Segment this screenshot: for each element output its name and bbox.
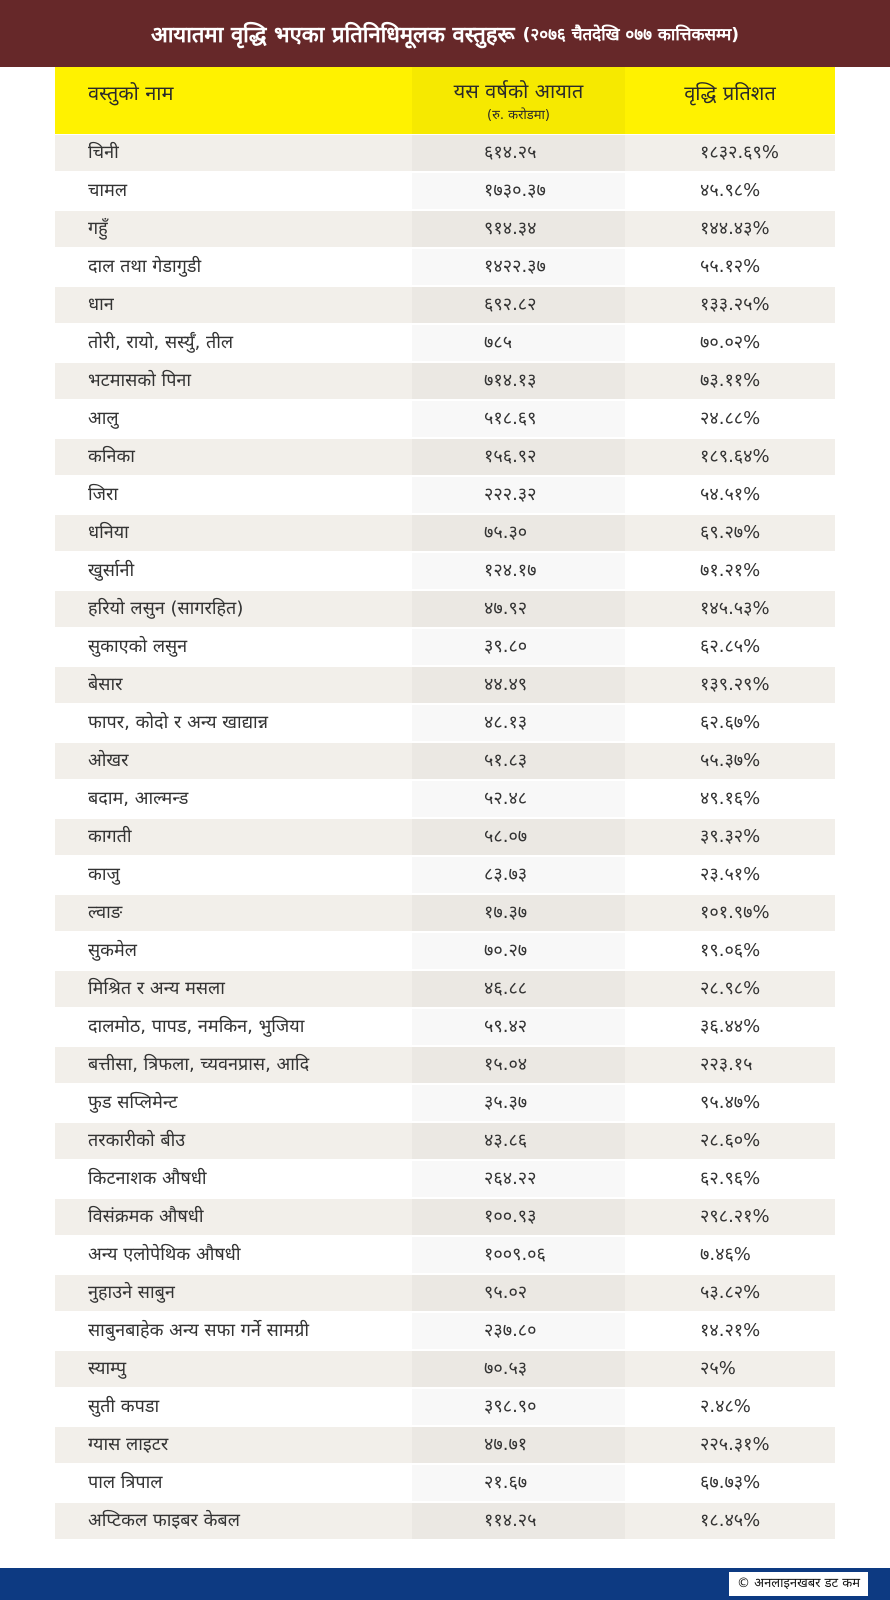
row-growth-value: १३९.२९% [700,674,770,695]
table-row [55,667,835,703]
table-row [55,1199,835,1235]
row-item-name: फुड सप्लिमेन्ट [88,1092,178,1113]
table-row [55,971,835,1007]
table-row [55,1503,835,1539]
row-growth-value: १०१.९७% [700,902,770,923]
table-row [55,249,835,285]
row-item-name: सुकाएको लसुन [88,636,188,657]
row-import-value: ४६.८८ [484,978,528,999]
row-import-value: ४८.१३ [484,712,528,733]
row-growth-value: ४९.१६% [700,788,761,809]
column-header-import-unit: (रु. करोडमा) [487,108,550,123]
table-row [55,705,835,741]
row-growth-value: २५% [700,1358,736,1379]
table-row [55,1275,835,1311]
row-growth-value: ९५.४७% [700,1092,761,1113]
row-import-value: ८३.७३ [484,864,528,885]
table-row [55,287,835,323]
row-import-value: १७३०.३७ [484,180,546,201]
import-table [55,67,835,1541]
column-header-import [412,77,625,123]
row-growth-value: ६९.२७% [700,522,761,543]
row-import-value: ४३.८६ [484,1130,528,1151]
row-item-name: सुकमेल [88,940,137,961]
row-import-value: २२२.३२ [484,484,537,505]
row-item-name: अप्टिकल फाइबर केबल [88,1510,240,1531]
row-import-value: २६४.२२ [484,1168,537,1189]
table-row [55,743,835,779]
row-item-name: फापर, कोदो र अन्य खाद्यान्न [88,712,268,733]
row-growth-value: १४.२१% [700,1320,761,1341]
row-item-name: बत्तीसा, त्रिफला, च्यवनप्रास, आदि [88,1054,310,1075]
row-growth-value: ५५.१२% [700,256,761,277]
row-growth-value: २८.९८% [700,978,761,999]
row-growth-value: १८९.६४% [700,446,770,467]
row-growth-value: २४.८८% [700,408,761,429]
row-growth-value: १९.०६% [700,940,761,961]
row-growth-value: ७३.११% [700,370,761,391]
row-item-name: मिश्रित र अन्य मसला [88,978,225,999]
table-row [55,1389,835,1425]
row-item-name: आलु [88,408,119,429]
row-growth-value: ६२.६७% [700,712,761,733]
table-row [55,553,835,589]
table-row [55,781,835,817]
column-header-growth: वृद्धि प्रतिशत [684,81,776,105]
row-item-name: चिनी [88,142,119,163]
table-row [55,325,835,361]
title-bar [0,0,890,67]
row-import-value: ४७.७१ [484,1434,528,1455]
row-growth-value: २२५.३१% [700,1434,770,1455]
page-title: आयातमा वृद्धि भएका प्रतिनिधिमूलक वस्तुहरू [150,22,515,48]
row-import-value: ४७.९२ [484,598,528,619]
table-row [55,211,835,247]
column-header-name: वस्तुको नाम [88,81,174,105]
row-growth-value: १८३२.६९% [700,142,779,163]
row-import-value: १५.०४ [484,1054,528,1075]
row-import-value: १४२२.३७ [484,256,546,277]
row-import-value: ३९८.९० [484,1396,537,1417]
table-row [55,1085,835,1121]
table-row [55,1009,835,1045]
table-row [55,895,835,931]
row-item-name: चामल [88,180,128,201]
row-import-value: ७१४.१३ [484,370,537,391]
table-row [55,591,835,627]
table-row [55,819,835,855]
row-growth-value: ५४.५१% [700,484,761,505]
row-item-name: ल्वाङ [88,902,123,923]
row-growth-value: ६२.८५% [700,636,761,657]
footer-credit: © अनलाइनखबर डट कम [729,1572,868,1596]
row-item-name: जिरा [88,484,119,505]
row-import-value: ९१४.३४ [484,218,537,239]
row-import-value: २१.६७ [484,1472,528,1493]
table-row [55,401,835,437]
row-item-name: तरकारीको बीउ [88,1130,186,1151]
row-growth-value: ७.४६% [700,1244,751,1265]
page-subtitle: (२०७६ चैतदेखि ०७७ कात्तिकसम्म) [522,25,740,45]
row-growth-value: ७१.२१% [700,560,761,581]
row-item-name: हरियो लसुन (सागरहित) [88,598,244,619]
row-item-name: पाल त्रिपाल [88,1472,163,1493]
row-growth-value: १३३.२५% [700,294,770,315]
row-item-name: दाल तथा गेडागुडी [88,256,202,277]
row-item-name: साबुनबाहेक अन्य सफा गर्ने सामग्री [88,1320,310,1341]
table-row [55,629,835,665]
row-import-value: १००.९३ [484,1206,537,1227]
row-item-name: नुहाउने साबुन [88,1282,175,1303]
table-row [55,1237,835,1273]
table-row [55,363,835,399]
table-body [55,135,835,1539]
row-import-value: १२४.१७ [484,560,537,581]
row-item-name: दालमोठ, पापड, नमकिन, भुजिया [88,1016,305,1037]
row-import-value: ६१४.२५ [484,142,537,163]
row-item-name: तोरी, रायो, सर्स्युँ, तील [88,332,234,353]
row-item-name: बेसार [88,674,123,695]
row-item-name: धनिया [88,522,129,543]
row-growth-value: २३.५१% [700,864,761,885]
table-row [55,1123,835,1159]
row-item-name: ग्यास लाइटर [88,1434,169,1455]
table-row [55,1427,835,1463]
row-import-value: ७८५ [484,332,513,353]
row-import-value: ५१.८३ [484,750,528,771]
table-row [55,1351,835,1387]
table-row [55,173,835,209]
table-row [55,1161,835,1197]
row-growth-value: १८.४५% [700,1510,761,1531]
row-growth-value: ६७.७३% [700,1472,761,1493]
row-growth-value: ६२.९६% [700,1168,761,1189]
row-import-value: ५९.४२ [484,1016,528,1037]
table-row [55,1465,835,1501]
row-growth-value: २२३.१५ [700,1054,753,1075]
table-row [55,135,835,171]
row-import-value: ९५.०२ [484,1282,528,1303]
row-item-name: अन्य एलोपेथिक औषधी [88,1244,241,1265]
row-item-name: धान [88,294,114,315]
table-row [55,1047,835,1083]
footer-bar [0,1568,890,1600]
table-row [55,439,835,475]
row-growth-value: २९८.२१% [700,1206,770,1227]
row-import-value: ५१८.६९ [484,408,537,429]
row-import-value: २३७.८० [484,1320,537,1341]
column-header-import-label: यस वर्षको आयात [453,79,584,103]
row-item-name: विसंक्रमक औषधी [88,1206,204,1227]
row-item-name: स्याम्पु [88,1358,127,1379]
table-header [55,67,835,134]
row-growth-value: २.४८% [700,1396,751,1417]
row-import-value: ७०.५३ [484,1358,528,1379]
row-item-name: कनिका [88,446,135,467]
row-import-value: १७.३७ [484,902,528,923]
row-item-name: किटनाशक औषधी [88,1168,207,1189]
row-import-value: ७५.३० [484,522,528,543]
row-import-value: ११४.२५ [484,1510,537,1531]
row-growth-value: ५५.३७% [700,750,761,771]
row-import-value: ६९२.८२ [484,294,537,315]
row-import-value: ७०.२७ [484,940,528,961]
row-import-value: ४४.४९ [484,674,528,695]
row-item-name: ओखर [88,750,129,771]
row-column-shade [412,325,625,361]
row-growth-value: ३६.४४% [700,1016,761,1037]
table-row [55,933,835,969]
row-growth-value: १४४.४३% [700,218,770,239]
row-import-value: ३९.८० [484,636,528,657]
row-growth-value: १४५.५३% [700,598,770,619]
row-import-value: ५२.४८ [484,788,528,809]
table-row [55,477,835,513]
table-row [55,515,835,551]
row-item-name: भटमासको पिना [88,370,192,391]
row-import-value: ५८.०७ [484,826,528,847]
row-item-name: बदाम, आल्मन्ड [88,788,189,809]
row-growth-value: ७०.०२% [700,332,761,353]
table-row [55,1313,835,1349]
row-import-value: १००९.०६ [484,1244,546,1265]
row-growth-value: ५३.८२% [700,1282,761,1303]
row-item-name: खुर्सानी [88,560,135,581]
row-growth-value: ३९.३२% [700,826,761,847]
row-import-value: ३५.३७ [484,1092,528,1113]
table-row [55,857,835,893]
row-item-name: गहुँ [88,218,108,239]
row-import-value: १५६.९२ [484,446,537,467]
row-item-name: काजु [88,864,120,885]
row-item-name: कागती [88,826,132,847]
row-growth-value: २८.६०% [700,1130,761,1151]
row-growth-value: ४५.९८% [700,180,761,201]
row-item-name: सुती कपडा [88,1396,160,1417]
